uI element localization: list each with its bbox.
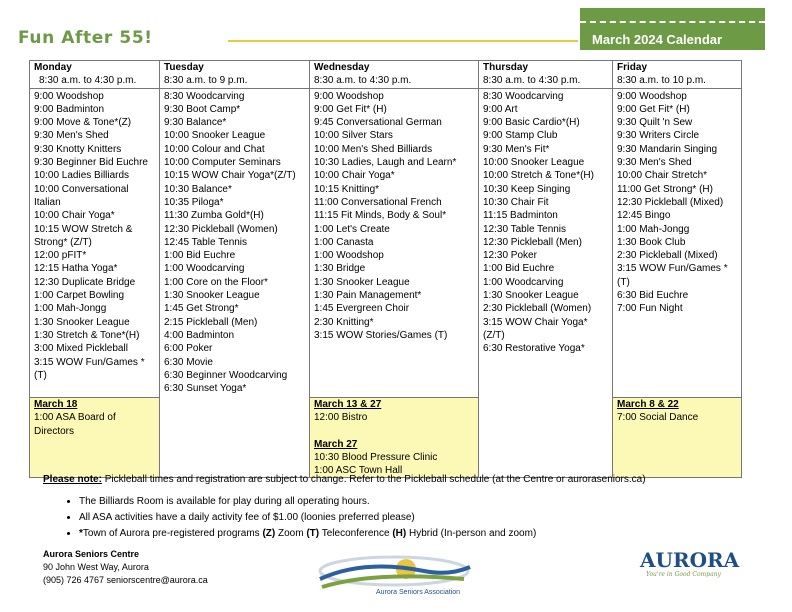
calendar-label: March 2024 Calendar [592,32,723,47]
activity-item: 3:15 WOW Stories/Games (T) [314,329,448,341]
activity-item: 1:00 Bid Euchre [164,250,236,262]
special-events-wednesday [310,398,479,478]
activity-item: 10:00 Chair Yoga* [34,210,115,222]
day-name: Wednesday [314,62,370,73]
activity-item: 9:00 Move & Tone*(Z) [34,117,132,129]
activity-item: 2:30 Pickleball (Mixed) [617,250,718,262]
event-date: March 13 & 27 [314,399,382,410]
special-events-monday [30,398,160,478]
day-column-thursday [479,61,613,478]
info-bullet-list [43,494,536,542]
activity-item: 9:30 Men's Shed [617,157,692,169]
info-bullet: • The Billiards Room is available for play during all operating hours. [79,494,536,510]
activity-item: 10:15 WOW Chair Yoga*(Z/T) [164,170,296,182]
day-name: Thursday [483,62,529,73]
activity-item: 1:00 Bid Euchre [483,263,555,275]
day-hours: 8:30 a.m. to 4:30 p.m. [483,75,581,87]
activity-item: 6:30 Restorative Yoga* [483,343,585,355]
activity-item: 9:30 Knotty Knitters [34,143,122,155]
activity-item: 12:30 Pickleball (Women) [164,223,278,235]
page-title: Fun After 55! [18,28,153,48]
activity-item: 9:30 Men's Shed [34,130,109,142]
activity-item: 9:00 Get Fit* (H) [314,103,387,115]
activity-item: 1:30 Book Club [617,236,686,248]
info-bullet: • All ASA activities have a daily activity fee of $1.00 (loonies preferred please) [79,510,536,526]
note-text: Pickleball times and registration are subject to change. Refer to the Pickleball schedule (at the Centre or auroraseniors.ca) [101,474,646,485]
aurora-seniors-association-logo [314,553,474,597]
event-item: 1:00 ASC Town Hall [314,465,403,477]
activity-item: 2:30 Pickleball (Women) [483,303,592,315]
activity-item: 3:15 WOW Fun/Games *(T) [34,356,145,381]
asa-swoosh-icon [314,553,474,597]
header-rule [613,88,741,89]
activity-item: 12:30 Table Tennis [483,223,567,235]
activity-item: 1:00 Woodcarving [483,276,564,288]
activity-item: 10:15 WOW Stretch & Strong* (Z/T) [34,223,133,248]
activity-item: 1:30 Snooker League [314,276,410,288]
activity-item: 2:30 Knitting* [314,316,374,328]
activity-item: 11:00 Conversational French [314,196,442,208]
activity-item: 1:00 Woodshop [314,250,384,262]
activity-item: 12:30 Pickleball (Men) [483,236,582,248]
activity-item: 12:45 Bingo [617,210,671,222]
org-contact: (905) 726 4767 seniorscentre@aurora.ca [43,575,208,585]
activity-item: 9:30 Men's Fit* [483,143,550,155]
activity-item: 9:00 Woodshop [314,90,384,102]
activity-item: 10:00 Ladies Billiards [34,170,130,182]
activity-item: 4:00 Badminton [164,329,235,341]
activity-item: 1:00 Carpet Bowling [34,290,125,302]
activity-item: 9:30 Mandarin Singing [617,143,718,155]
activity-item: 10:30 Keep Singing [483,183,571,195]
pickleball-note [43,474,646,485]
header-rule [160,88,309,89]
organization-info [43,548,208,587]
activity-item: 10:00 Snooker League [483,157,585,169]
activity-item: 9:00 Stamp Club [483,130,558,142]
activity-item: 1:30 Snooker League [483,290,579,302]
activity-item: 11:15 Fit Minds, Body & Soul* [314,210,447,222]
event-date: March 8 & 22 [617,399,679,410]
activity-item: 10:00 Colour and Chat [164,143,265,155]
town-of-aurora-logo [640,548,750,584]
activity-item: 6:00 Poker [164,343,213,355]
event-date: March 18 [34,399,78,410]
event-item: 12:00 Bistro [314,412,368,424]
activity-item: 10:00 Conversational Italian [34,183,129,208]
header-rule [310,88,478,89]
activity-item: 9:00 Woodshop [617,90,687,102]
aurora-wordmark: AURORA [640,548,740,572]
activity-item: 2:15 Pickleball (Men) [164,316,258,328]
note-label: Please note: [43,474,102,485]
activity-item: 9:00 Basic Cardio*(H) [483,117,580,129]
activity-item: 1:30 Bridge [314,263,366,275]
activity-item: 6:30 Movie [164,356,213,368]
activity-item: 11:00 Get Strong* (H) [617,183,713,195]
activity-item: 12:30 Pickleball (Mixed) [617,196,724,208]
activity-item: 9:45 Conversational German [314,117,442,129]
activity-item: 9:00 Art [483,103,518,115]
activity-item: 3:15 WOW Chair Yoga*(Z/T) [483,316,588,341]
activity-item: 1:00 Mah-Jongg [34,303,107,315]
event-date: March 27 [314,438,358,450]
activity-item: 1:30 Snooker League [164,290,260,302]
asa-logo-text: Aurora Seniors Association [376,589,461,596]
activity-item: 1:00 Let's Create [314,223,390,235]
day-name: Friday [617,62,648,73]
day-hours: 8:30 a.m. to 4:30 p.m. [314,75,412,87]
activity-item: 11:15 Badminton [483,210,558,222]
day-column-monday [30,61,160,398]
activity-item: 6:30 Beginner Woodcarving [164,369,288,381]
activity-item: 9:00 Get Fit* (H) [617,103,690,115]
days-row [30,61,742,398]
aurora-tagline: You're in Good Company [646,571,721,578]
activity-item: 1:30 Snooker League [34,316,130,328]
header-rule [30,88,159,89]
activity-item: 10:00 Computer Seminars [164,157,281,169]
special-events-row [30,398,742,478]
event-item: 10:30 Blood Pressure Clinic [314,451,438,463]
activity-item: 10:00 Snooker League [164,130,266,142]
activity-item: 10:35 Piloga* [164,196,224,208]
activity-item: 3:00 Mixed Pickleball [34,343,128,355]
weekly-calendar-table [29,60,742,478]
activity-item: 10:15 Knitting* [314,183,380,195]
activity-item: 12:30 Duplicate Bridge [34,276,136,288]
header-divider [228,40,578,42]
activity-item: 1:00 Mah-Jongg [617,223,690,235]
activity-item: 11:30 Zumba Gold*(H) [164,210,264,222]
activity-item: 8:30 Woodcarving [164,90,245,102]
activity-item: 12:30 Poker [483,250,537,262]
activity-item: 1:30 Pain Management* [314,290,422,302]
day-name: Tuesday [164,62,204,73]
activity-item: 10:00 Stretch & Tone*(H) [483,170,594,182]
event-item: 7:00 Social Dance [617,412,699,424]
activity-item: 6:30 Bid Euchre [617,290,689,302]
org-address: 90 John West Way, Aurora [43,562,149,572]
activity-item: 3:15 WOW Fun/Games *(T) [617,263,728,288]
day-hours: 8:30 a.m. to 10 p.m. [617,75,706,87]
day-name: Monday [34,62,72,73]
event-item: 1:00 ASA Board of Directors [34,412,116,437]
activity-item: 9:30 Quilt 'n Sew [617,117,693,129]
header-rule [479,88,612,89]
day-hours: 8:30 a.m. to 4:30 p.m. [39,75,137,87]
activity-item: 1:30 Stretch & Tone*(H) [34,329,140,341]
activity-item: 1:00 Woodcarving [164,263,245,275]
activity-item: 12:15 Hatha Yoga* [34,263,118,275]
activity-item: 8:30 Woodcarving [483,90,564,102]
activity-item: 12:45 Table Tennis [164,236,248,248]
activity-item: 9:30 Boot Camp* [164,103,241,115]
activity-item: 10:00 Chair Stretch* [617,170,708,182]
activity-item: 9:00 Badminton [34,103,105,115]
activity-item: 1:45 Get Strong* [164,303,239,315]
activity-item: 9:30 Balance* [164,117,227,129]
day-column-wednesday [310,61,479,398]
calendar-banner [580,8,765,50]
activity-item: 12:00 pFIT* [34,250,87,262]
activity-item: 10:00 Silver Stars [314,130,393,142]
activity-item: 7:00 Fun Night [617,303,683,315]
banner-dashed-line [580,21,765,23]
special-events-friday [613,398,742,478]
info-bullet: • *Town of Aurora pre-registered programs (Z) Zoom (T) Teleconference (H) Hybrid (In-person and zoom) [79,526,536,542]
activity-item: 9:00 Woodshop [34,90,104,102]
activity-item: 10:00 Chair Yoga* [314,170,395,182]
activity-item: 9:30 Beginner Bid Euchre [34,157,148,169]
event-spacer [314,425,474,438]
activity-item: 6:30 Sunset Yoga* [164,383,247,395]
activity-item: 1:00 Core on the Floor* [164,276,268,288]
org-name: Aurora Seniors Centre [43,549,140,559]
activity-item: 1:45 Evergreen Choir [314,303,410,315]
day-column-tuesday [160,61,310,478]
activity-item: 1:00 Canasta [314,236,374,248]
day-column-friday [613,61,742,398]
activity-item: 10:30 Balance* [164,183,232,195]
activity-item: 10:30 Ladies, Laugh and Learn* [314,157,457,169]
activity-item: 10:30 Chair Fit [483,196,549,208]
activity-item: 10:00 Men's Shed Billiards [314,143,433,155]
day-hours: 8:30 a.m. to 9 p.m. [164,75,248,87]
activity-item: 9:30 Writers Circle [617,130,700,142]
